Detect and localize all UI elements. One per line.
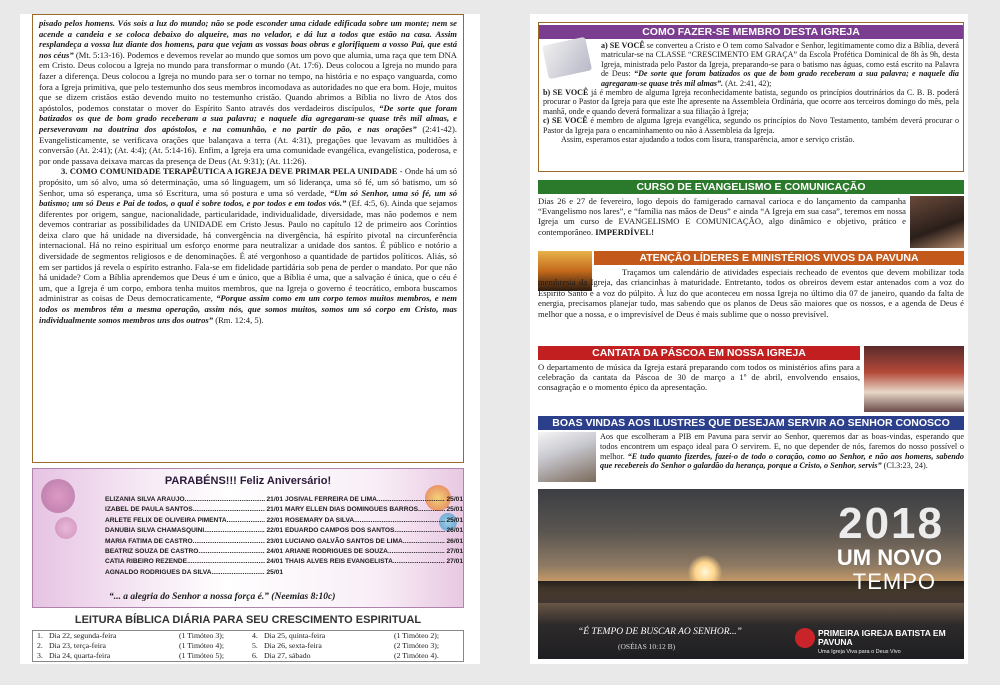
acts-quote: “De sorte que foram batizados os que de bom grado receberam a sua palavra; e naquele dia agregaram-se quase três mil almas, e perseveravam na doutrina dos apóstolos, e na comunhão, e no partir do pão, e nas orações” [39,102,458,134]
birthday-entry [285,505,463,515]
birthday-name: MARIA FATIMA DE CASTRO ..... [105,537,265,547]
leaders-title: ATENÇÃO LÍDERES E MINISTÉRIOS VIVOS DA PAVUNA [594,251,964,265]
cantata-photo [864,346,964,412]
church-logo-icon [795,628,815,648]
birthday-name: DANUBIA SILVA CHAMASQUINI ..... [105,526,265,536]
option-a-ref: (At. 2:41, 42); [723,78,772,88]
birthday-date: 22/01 [266,516,283,524]
birthday-date: 25/01 [446,506,463,514]
welcome-ref: (Cl.3:23, 24). [881,461,928,471]
easter-title: CANTATA DA PÁSCOA EM NOSSA IGREJA [538,346,860,360]
reading-number: 2. [37,641,43,650]
option-c-label: c) SE VOCÊ [543,116,588,126]
reading-day: Dia 23, terça-feira [49,641,106,650]
birthday-entry [285,547,463,557]
birthday-date: 25/01 [266,568,283,576]
reading-row [33,641,463,651]
right-page [530,14,968,664]
evangelism-emphasis: IMPERDÍVEL! [595,226,655,237]
birthday-entry [285,557,463,567]
birthday-name: JOSIVAL FERREIRA DE LIMA ..... [285,495,445,505]
evangelism-title: CURSO DE EVANGELISMO E COMUNICAÇÃO [538,180,964,194]
membership-title: COMO FAZER-SE MEMBRO DESTA IGREJA [539,25,963,39]
birthday-entry [105,495,283,505]
birthday-entry [105,505,283,515]
option-b-text: já é membro de alguma Igreja reconhecidamente batista, segundo os princípios doutrinários da C. B. B. poderá procurar o Pastor da Igreja para que este lhe apresente na Assembleia Ordinária, que ocorre aos terceiros domingo do mês, pela manhã, onde e quando deverá formalizar a sua filiação à Igreja; [543,88,959,116]
church-name: PRIMEIRA IGREJA BATISTA EM PAVUNA [818,628,946,647]
birthday-title: PARABÉNS!!! Feliz Aniversário! [164,475,332,487]
banner-year: 2018 [838,499,944,548]
paragraph-3-b: (Ef. 4:5, 6). Ainda que sejamos diferentes por origem, sangue, nacionalidade, particularidade, individualidade, diversidade, mas não podemos e nem devemos contrariar as possibilidades da UNIDADE em Cristo Jesus. Paulo no capítulo 12 de primeiro aos Coríntios deixa claro que há unidade na diversidade, há convergência na divergência, há espírito pivotal na circunferência internacional. Há no reino espiritual um esforço enorme para neutralizar a unidade dos santos. É público e notório a diversidade de segmentos religiosos e de denominações. É até vergonhoso a quantidade de partidos políticos. Aliás, só em ser partidos já revela o espírito estranho. Fala-se em fidelidade partidária sob pena de perder o mandato. Por que não há unidade? Com a Bíblia aprendemos que Deus é um e único, que a Bíblia é uma, que a salvação é única, que o céu é um, que a Igreja é um corpo, embora tenha muitos membros, que na Igreja o governo é teocrático, embora buscamos administrar as coisas de Deus democraticamente, [39,198,457,304]
birthday-list-left [105,495,283,578]
birthday-date: 27/01 [446,558,463,566]
church-slogan: Uma Igreja Viva para o Deus Vivo [818,649,901,655]
option-a-label: a) SE VOCÊ [601,41,645,50]
reading-ref: (1 Timóteo 5); [179,651,225,660]
reading-number: 3. [37,651,43,660]
reading-title: LEITURA BÍBLICA DIÁRIA PARA SEU CRESCIMENTO ESPIRITUAL [74,614,422,626]
leaders-text: Traçamos um calendário de atividades especiais recheado de eventos que devem mobilizar toda membresia da Igreja, das criancinhas à maturidade. Entretanto, todos os obreiros devem estar antenados com a voz do Espírito Santo e a voz do púlpito. À luz do que aconteceu em nossa Igreja no último dia 07 de janeiro, quando da falta de energia, precisamos planejar tudo, mas sabendo que os planos de Deus são maiores que os nossos, e a agenda de Deus é melhor que a nossa, e o imprevisível de Deus é mais sublime que o nosso previsível. [538,267,964,319]
reading-day: Dia 27, sábado [264,651,311,660]
banner-ref: (OSÉIAS 10:12 B) [618,642,676,651]
birthday-entry [285,526,463,536]
birthday-name: ROSEMARY DA SILVA ..... [285,516,445,526]
birthday-entry [105,526,283,536]
birthday-entry [105,547,283,557]
reading-day: Dia 25, quinta-feira [264,631,326,640]
handshake-photo [538,432,596,482]
birthday-name: ELIZANIA SILVA ARAUJO ..... [105,495,265,505]
ephesians-quote: “Um só Senhor, uma só fé, um só batismo; um só Deus e Pai de todos, o qual é sobre todos, e por todos e em todos vós.” [39,187,458,209]
banner-line2: TEMPO [852,569,936,594]
banner-line1: UM NOVO [836,545,942,570]
birthday-date: 22/01 [266,527,283,535]
new-year-banner [538,489,964,659]
birthday-name: CATIA RIBEIRO REZENDE ..... [105,557,265,567]
article-paragraph-3 [39,166,457,325]
reading-ref: (1 Timóteo 4); [179,641,225,650]
birthday-entry [105,568,283,578]
reading-ref: (2 Timóteo 4). [394,651,439,660]
reading-number: 1. [37,631,43,640]
reading-number: 5. [252,641,258,650]
birthday-date: 24/01 [266,558,283,566]
welcome-body: Aos que escolheram a PIB em Pavuna para servir ao Senhor, queremos dar as boas-vindas, esperando que todos encontrem um espaço ideal para O servirem. E, no que depender de nós, faremos do nosso possível o melhor. [600,432,964,461]
option-a-quote: “De sorte que foram batizados os que de bom grado receberam a sua palavra; e naquele dia agregaram-se quase três mil almas”. [601,69,959,88]
birthday-verse: “... a alegria do Senhor a nossa força é.” (Neemias 8:10c) [109,592,336,602]
birthday-name: BEATRIZ SOUZA DE CASTRO ..... [105,547,265,557]
membership-option-c [543,116,959,135]
birthday-date: 25/01 [446,516,463,524]
birthday-name: AGNALDO RODRIGUES DA SILVA ..... [105,568,265,578]
birthday-name: IZABEL DE PAULA SANTOS ..... [105,505,265,515]
reading-ref: (1 Timóteo 2); [394,631,440,640]
reading-row [33,651,463,661]
birthday-name: ARIANE RODRIGUES DE SOUZA ..... [285,547,445,557]
birthday-entry [285,537,463,547]
birthday-name: EDUARDO CAMPOS DOS SANTOS ..... [285,526,445,536]
balloon-icon [55,517,77,539]
section-3-heading: 3. COMO COMUNIDADE TERAPÊUTICA A IGREJA DEVE PRIMAR PELA UNIDADE [61,166,398,177]
birthday-name: ARLETE FELIX DE OLIVEIRA PIMENTA ..... [105,516,265,526]
colossians-quote: “E tudo quanto fizerdes, fazei-o de todo o coração, como ao Senhor, e não aos homens, sabendo que recebereis do Senhor o galardão da herança, porque a Cristo, o Senhor, servis” [600,451,964,471]
reading-table [32,630,464,662]
reading-day: Dia 22, segunda-feira [49,631,117,640]
option-a-text: se converteu a Cristo e O tem como Salvador e Senhor, legitimamente como diz a Bíblia, deverá matricular-se na CLASSE “CRESCIMENTO EM GRAÇA” da Escola Profética Dominical de 8h às 9h, desta Igreja, ministrada pelo Pastor da Igreja, preparando-se para o batismo nas águas, como está escrito na Palavra de Deus: [601,41,959,79]
membership-closing: Assim, esperamos estar ajudando a todos com lisura, transparência, amor e serviço cristão. [561,135,855,145]
birthday-panel [32,468,464,608]
main-article [32,14,464,463]
birthday-date: 27/01 [446,548,463,556]
birthday-date: 26/01 [446,537,463,545]
birthday-date: 21/01 [266,496,283,503]
birthday-entry [105,516,283,526]
paragraph-1-end: (2:41-42). Evangelisticamente, se verificava orações que balançava a terra (At. 4:31), pregações que levavam as multidões à conversão (At. 2:41); (At. 4:4); (At. 5:14-16). Enfim, a Igreja era uma comunidade evangélica, evangelística, poderosa, e por onde passava deixava marcas da presença de Deus (At. 9:31); (At. 11:26). [39,123,457,166]
option-c-text: é membro de alguma Igreja evangélica, segundo os princípios do Novo Testamento, também deverá procurar o Pastor da Igreja para o encaminhamento ou não à Assembleia da Igreja. [543,116,960,135]
birthday-name: MARY ELLEN DIAS DOMINGUES BARROS ..... [285,505,445,515]
option-b-label: b) SE VOCÊ [543,88,589,98]
paragraph-3-c: (Rm. 12:4, 5). [213,314,264,325]
reading-number: 4. [252,631,258,640]
easter-text: O departamento de música da Igreja estará preparando com todos os ministérios afins para a celebração da cantata da Páscoa de 30 de março a 1º de abril, envolvendo ensaios, consagração e o momento épico da apresentação. [538,362,860,393]
sermon-on-mount-quote: pisado pelos homens. Vós sois a luz do mundo; não se pode esconder uma cidade edificada sobre um monte; nem se acende a candeia e se coloca debaixo do alqueire, mas no velador, e dá luz a todos que estão na casa. Assim resplandeça a vossa luz diante dos homens, para que vejam as vossas boas obras e glorifiquem a vosso Pai, que está nos céus” [39,18,457,60]
evangelism-photo [910,196,964,248]
paragraph-3-a: - Onde há um só propósito, um só alvo, uma só determinação, uma só linguagem, um só liderança, uma só fé, um só batismo, um só Senhor, uma só esperança, uma só Escritura, uma só postura e uma só verdade, [39,166,457,198]
birthday-date: 23/01 [266,537,283,545]
birthday-entry [105,557,283,567]
membership-section [538,22,964,172]
birthday-list-right [285,495,463,568]
evangelism-body: Dias 26 e 27 de fevereiro, logo depois do famigerado carnaval carioca e do lançamento da campanha “Evangelismo nos lares”, e “família nas mãos de Deus” e ainda “A Igreja em sua casa”, teremos em nossa Igreja um curso de EVANGELISMO E COMUNICAÇÃO, algo dinâmico e objetivo, prático e contemporâneo. [538,196,906,237]
membership-option-b [543,88,959,116]
left-page [20,14,480,664]
birthday-entry [105,537,283,547]
birthday-entry [285,516,463,526]
birthday-date: 26/01 [446,527,463,535]
welcome-title: BOAS VINDAS AOS ILUSTRES QUE DESEJAM SERVIR AO SENHOR CONOSCO [538,416,964,430]
reading-ref: (2 Timóteo 3); [394,641,440,650]
birthday-entry [285,495,463,505]
membership-option-a [543,41,959,88]
birthday-name: THAIS ALVES REIS EVANGELISTA ..... [285,557,445,567]
reading-day: Dia 24, quarta-feira [49,651,111,660]
romans-quote: “Porque assim como em um corpo temos muitos membros, e nem todos os membros têm a mesma operação, assim nós, que somos muitos, somos um só corpo em Cristo, mas individualmente somos membros uns dos outros” [39,293,457,325]
reading-row [33,631,463,641]
reading-ref: (1 Timóteo 3); [179,631,225,640]
birthday-date: 21/01 [266,506,283,514]
paragraph-1-body: (Mt. 5:13-16). Podemos e devemos revelar ao mundo que somos um povo que alumia, uma raça que tem DNA em Cristo. Deus colocou a Igreja no mundo para transformar o mundo (At. 17:6). Deus colocou a Igreja no mundo para fazer a diferença. Deus colocou a Igreja no mundo para ser o tornar no tempo, na história e no espaço vanguarda, como fora a Igreja primitiva, que pelo testemunho dos seus membros incomodava as autoridades no que era bom. Hoje, muitos que se dizem cristãos estão devendo muito no testemunho cristão. Quando abrimos a Bíblia no livro de Atos dos apóstolos, podemos constatar o mover do Espírito Santo através dos verdadeiros discípulos, [39,49,458,113]
welcome-text [600,432,964,471]
article-paragraph-1 [39,18,457,166]
birthday-date: 25/01 [446,496,463,503]
banner-quote: “É TEMPO DE BUSCAR AO SENHOR...” [578,627,742,637]
reading-number: 6. [252,651,258,660]
evangelism-text [538,196,906,237]
birthday-name: LUCIANO GALVÃO SANTOS DE LIMA ..... [285,537,445,547]
reading-day: Dia 26, sexta-feira [264,641,322,650]
birthday-date: 24/01 [266,548,283,556]
